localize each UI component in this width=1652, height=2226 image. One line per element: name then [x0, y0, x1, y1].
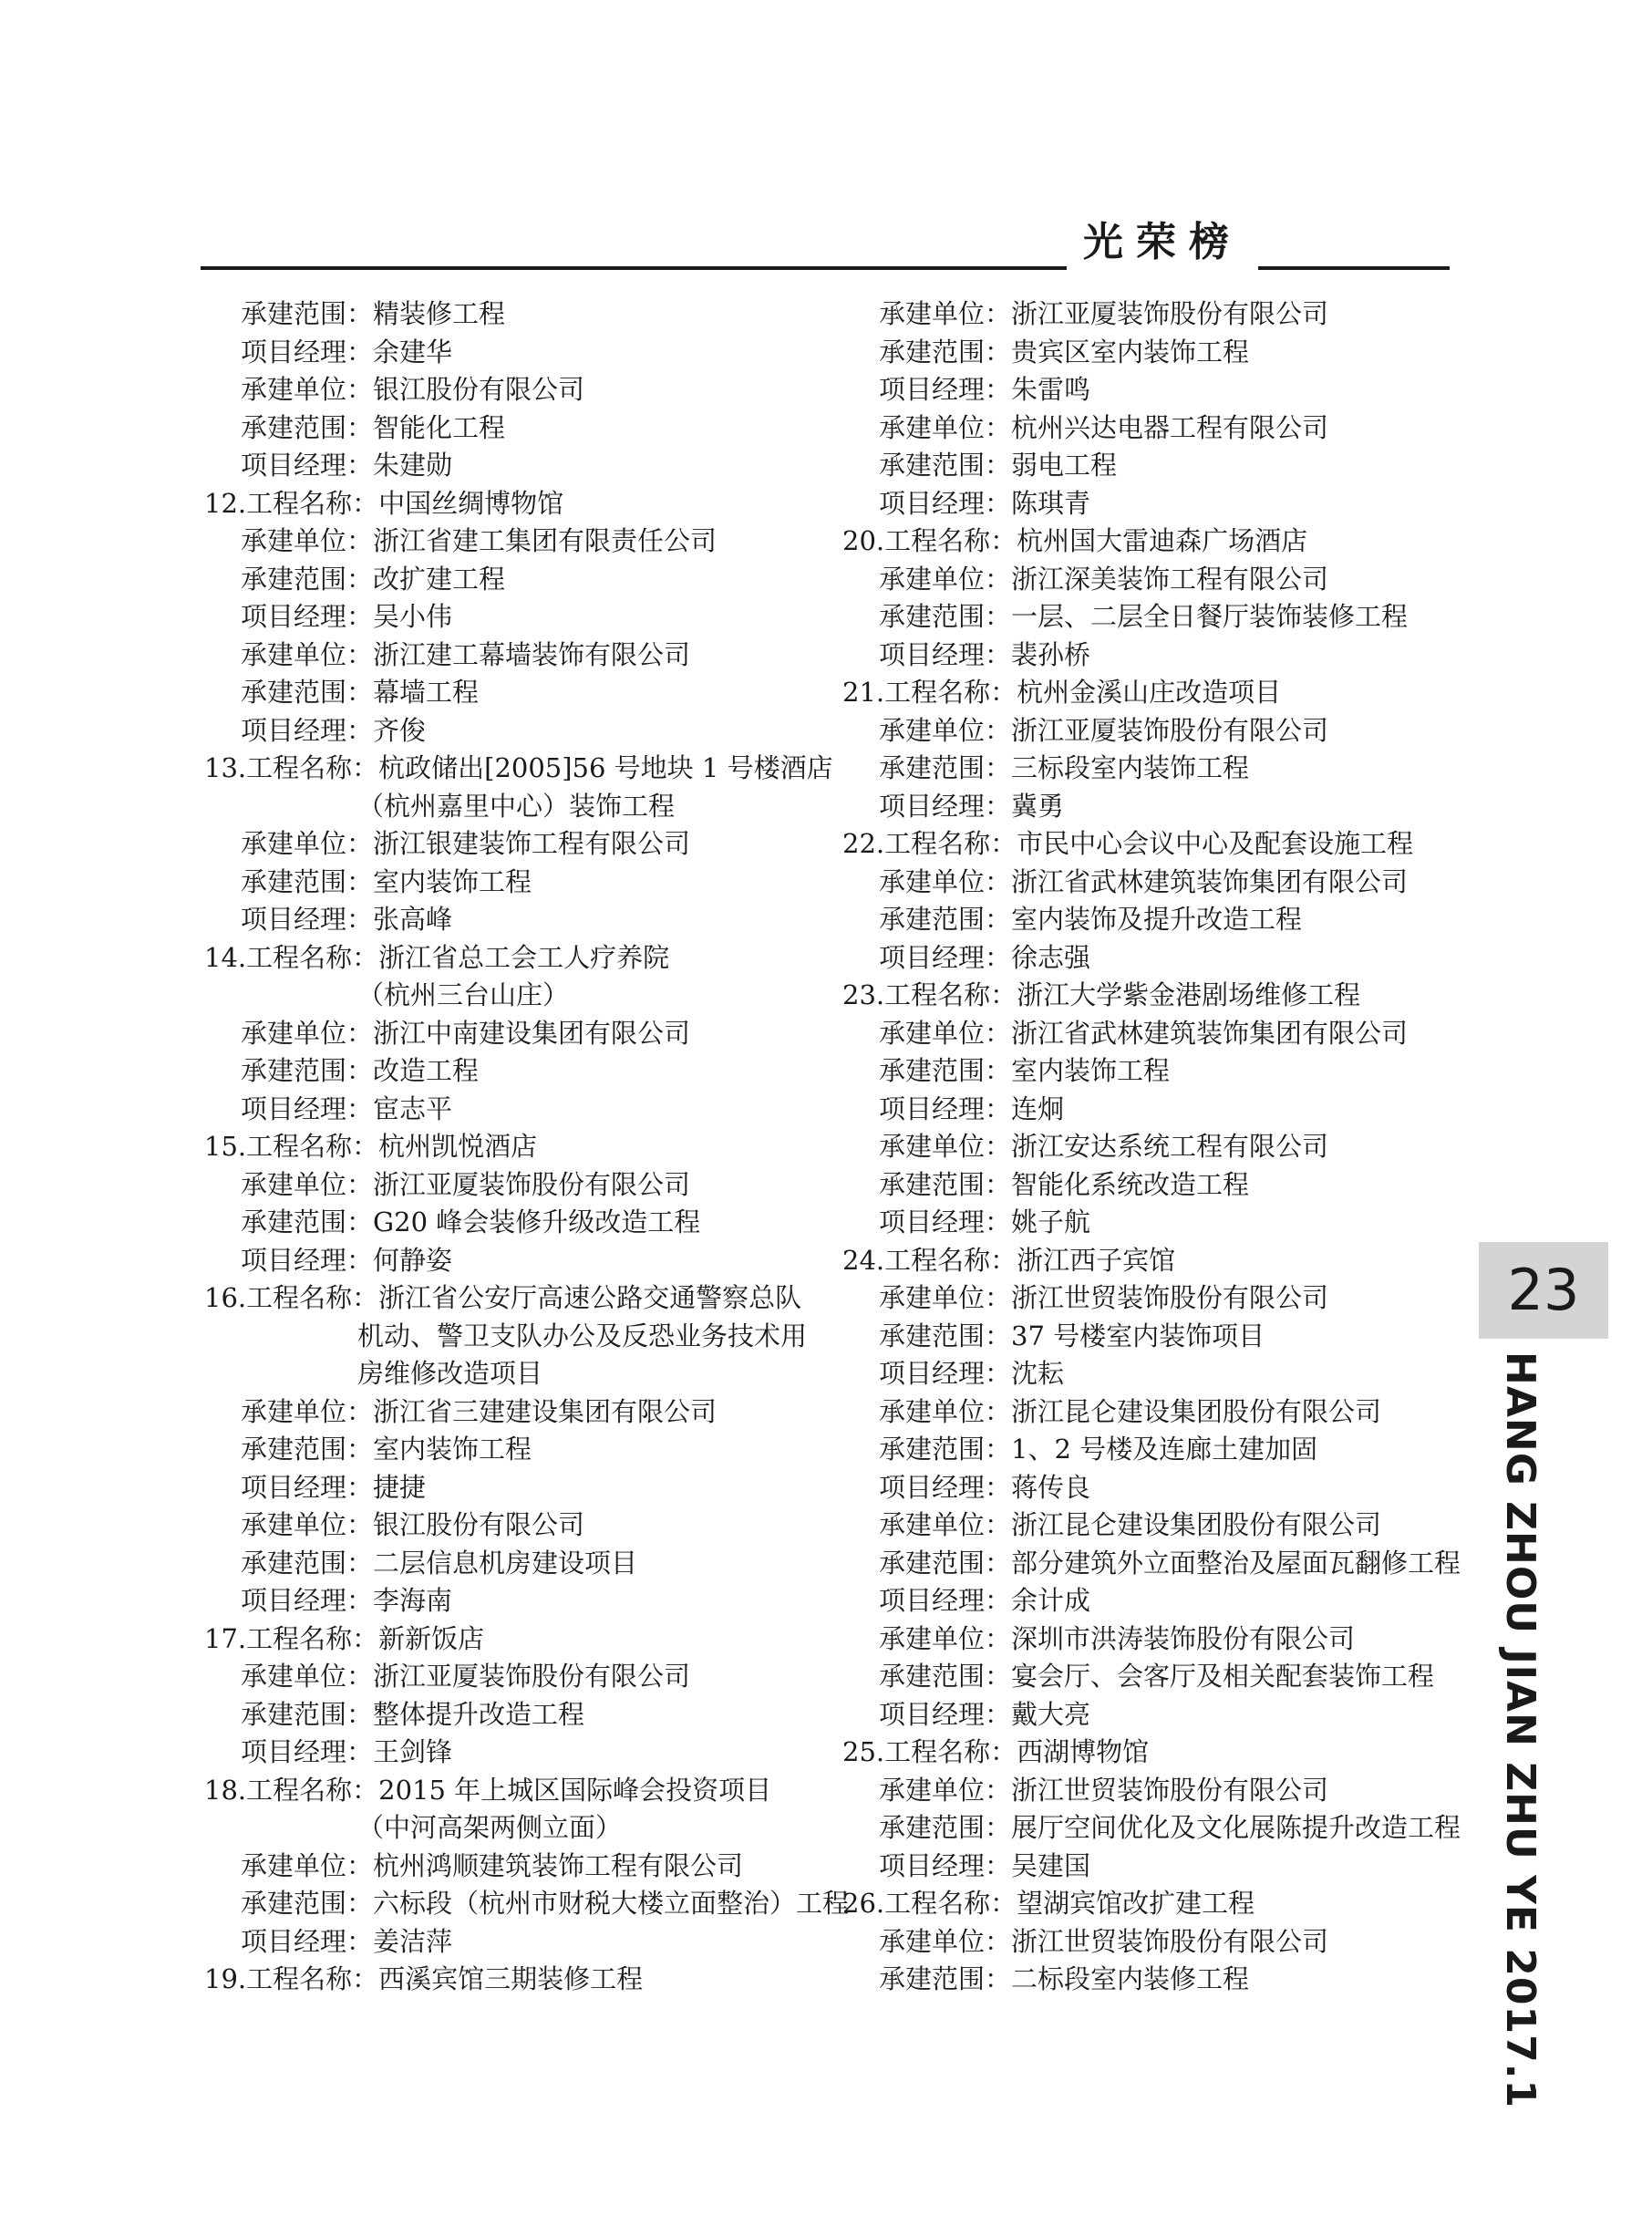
entry-line — [842, 561, 1462, 599]
entry-line — [842, 1166, 1462, 1205]
entry-label: 项目经理： — [241, 1092, 374, 1124]
entry-line — [842, 864, 1462, 902]
entry-value: 新新饭店 — [378, 1622, 485, 1654]
entry-label: 承建范围： — [879, 1963, 1012, 1994]
entry-line — [204, 523, 842, 561]
entry-line — [204, 901, 842, 939]
entry-line — [204, 674, 842, 712]
entry-label: 承建范围： — [879, 601, 1012, 632]
entry-value: 宦志平 — [373, 1092, 453, 1124]
entry-value: 37 号楼室内装饰项目 — [1011, 1320, 1265, 1351]
entry-value: 杭州兴达电器工程有限公司 — [1011, 411, 1329, 443]
entry-value: 浙江省建工集团有限责任公司 — [373, 525, 718, 556]
entry-value: 浙江安达系统工程有限公司 — [1011, 1131, 1329, 1162]
entry-line — [204, 1431, 842, 1469]
entry-label: 16.工程名称： — [204, 1282, 379, 1313]
entry-label: 承建范围： — [241, 563, 374, 595]
entry-label: 承建单位： — [241, 638, 374, 670]
entry-line — [842, 788, 1462, 826]
entry-value: 望湖宾馆改扩建工程 — [1017, 1888, 1255, 1919]
entry-line — [204, 1545, 842, 1583]
entry-label: 项目经理： — [879, 790, 1012, 822]
entry-value: 浙江世贸装饰股份有限公司 — [1011, 1282, 1329, 1313]
entry-value: 杭州鸿顺建筑装饰工程有限公司 — [373, 1849, 744, 1881]
entry-label: 承建单位： — [879, 563, 1012, 595]
entry-value: 朱建勋 — [373, 450, 453, 481]
entry-line — [204, 1658, 842, 1696]
entry-value: 姚子航 — [1011, 1206, 1091, 1237]
entry-line — [842, 901, 1462, 939]
entry-label: 25.工程名称： — [842, 1736, 1017, 1767]
entry-label: 承建范围： — [879, 1168, 1012, 1200]
entry-label: 承建单位： — [879, 1509, 1012, 1540]
entry-value: 蒋传良 — [1011, 1471, 1091, 1503]
entry-label: 承建范围： — [241, 1698, 374, 1730]
project-heading-line — [204, 1772, 842, 1810]
entry-line — [204, 1469, 842, 1507]
entry-label: 承建单位： — [241, 525, 374, 556]
entry-label: 承建范围： — [241, 1434, 374, 1465]
entry-label: 项目经理： — [879, 1358, 1012, 1389]
entry-label: 项目经理： — [241, 1244, 374, 1276]
entry-label: 承建单位： — [879, 1131, 1012, 1162]
entry-value: 2015 年上城区国际峰会投资项目 — [378, 1774, 772, 1806]
entry-value: G20 峰会装修升级改造工程 — [373, 1206, 701, 1237]
entry-value: 徐志强 — [1011, 941, 1091, 973]
entry-label: 项目经理： — [241, 336, 374, 368]
entry-value: 浙江中南建设集团有限公司 — [373, 1017, 691, 1049]
journal-caption: HANG ZHOU JIAN ZHU YE 2017.1 — [1497, 1351, 1544, 2109]
entry-label: 承建范围： — [241, 865, 374, 897]
entry-label: 14.工程名称： — [204, 941, 379, 973]
entry-value: 齐俊 — [373, 714, 427, 746]
entry-value: （中河高架两侧立面） — [357, 1812, 623, 1843]
entry-label: 承建范围： — [879, 1812, 1012, 1843]
entry-label: 承建单位： — [879, 865, 1012, 897]
entry-value: 浙江亚厦装饰股份有限公司 — [373, 1661, 691, 1692]
project-heading-line — [204, 1961, 842, 1999]
entry-line — [204, 1582, 842, 1620]
entry-line — [842, 1961, 1462, 1999]
entry-value: 银江股份有限公司 — [373, 374, 585, 405]
entry-label: 承建单位： — [879, 714, 1012, 746]
page-number-tab: 23 — [1479, 1242, 1608, 1339]
entry-value: 浙江省公安厅高速公路交通警察总队 — [378, 1282, 802, 1313]
entry-value: 二标段室内装修工程 — [1011, 1963, 1250, 1994]
entry-value: 吴小伟 — [373, 601, 453, 632]
project-heading-line — [204, 1128, 842, 1166]
entry-value: （杭州三台山庄） — [357, 979, 570, 1010]
entry-line — [204, 1204, 842, 1242]
entry-value: 朱雷鸣 — [1011, 374, 1091, 405]
entry-line — [842, 750, 1462, 788]
project-heading-line — [204, 1620, 842, 1659]
entry-value: 整体提升改造工程 — [373, 1698, 585, 1730]
entry-line — [204, 561, 842, 599]
entry-label: 项目经理： — [879, 1849, 1012, 1881]
entry-label: 承建范围： — [879, 1320, 1012, 1351]
entry-line — [842, 1848, 1462, 1886]
entry-value: 浙江大学紫金港剧场维修工程 — [1017, 979, 1361, 1010]
entry-label: 承建单位： — [241, 1661, 374, 1692]
entry-label: 承建范围： — [879, 904, 1012, 935]
header-rule-left — [201, 266, 1067, 270]
entry-label: 承建范围： — [879, 450, 1012, 481]
entry-line — [842, 1279, 1462, 1318]
entry-value: （杭州嘉里中心）装饰工程 — [357, 790, 676, 822]
entry-value: 冀勇 — [1011, 790, 1065, 822]
entry-label: 项目经理： — [879, 1585, 1012, 1616]
entry-value: 浙江世贸装饰股份有限公司 — [1011, 1925, 1329, 1957]
entry-line — [842, 1620, 1462, 1659]
entry-value: 沈耘 — [1011, 1358, 1065, 1389]
continuation-line — [204, 1318, 842, 1356]
entry-label: 项目经理： — [241, 904, 374, 935]
entry-label: 承建单位： — [241, 1509, 374, 1540]
entry-value: 宴会厅、会客厅及相关配套装饰工程 — [1011, 1661, 1435, 1692]
entry-label: 承建单位： — [241, 1395, 374, 1427]
entry-value: 浙江深美装饰工程有限公司 — [1011, 563, 1329, 595]
entry-line — [204, 825, 842, 864]
entry-line — [842, 1204, 1462, 1242]
entry-line — [204, 1015, 842, 1053]
entry-line — [204, 295, 842, 334]
entry-line — [204, 1885, 850, 1923]
entry-line — [842, 1923, 1462, 1962]
entry-line — [842, 1431, 1462, 1469]
entry-label: 承建范围： — [241, 1206, 374, 1237]
entry-line — [204, 1393, 842, 1432]
entry-label: 承建单位： — [879, 1282, 1012, 1313]
entry-label: 12.工程名称： — [204, 487, 379, 519]
project-heading-line — [204, 939, 842, 978]
left-column — [204, 295, 850, 1999]
entry-label: 项目经理： — [879, 1471, 1012, 1503]
entry-value: 浙江省三建建设集团有限公司 — [373, 1395, 718, 1427]
entry-label: 项目经理： — [241, 1736, 374, 1767]
entry-line — [204, 334, 842, 372]
entry-value: 展厅空间优化及文化展陈提升改造工程 — [1011, 1812, 1461, 1843]
entry-line — [842, 939, 1462, 978]
entry-value: 浙江银建装饰工程有限公司 — [373, 828, 691, 859]
entry-value: 房维修改造项目 — [357, 1358, 543, 1389]
entry-line — [204, 1734, 842, 1772]
entry-value: 市民中心会议中心及配套设施工程 — [1017, 828, 1414, 859]
entry-label: 承建范围： — [879, 1547, 1012, 1579]
entry-line — [204, 1052, 842, 1091]
project-heading-line — [842, 1885, 1462, 1923]
entry-line — [842, 637, 1462, 675]
entry-line — [842, 334, 1462, 372]
entry-label: 项目经理： — [879, 1206, 1012, 1237]
entry-label: 承建范围： — [241, 1547, 374, 1579]
entry-label: 23.工程名称： — [842, 979, 1017, 1010]
continuation-line — [204, 1809, 842, 1848]
entry-line — [842, 295, 1462, 334]
entry-value: 机动、警卫支队办公及反恐业务技术用 — [357, 1320, 808, 1351]
entry-value: 陈琪青 — [1011, 487, 1091, 519]
entry-value: 部分建筑外立面整治及屋面瓦翻修工程 — [1011, 1547, 1461, 1579]
entry-value: 捷捷 — [373, 1471, 427, 1503]
entry-label: 18.工程名称： — [204, 1774, 379, 1806]
entry-value: 室内装饰工程 — [373, 1434, 532, 1465]
entry-line — [204, 1242, 842, 1280]
entry-line — [842, 1393, 1462, 1432]
entry-value: 中国丝绸博物馆 — [378, 487, 564, 519]
entry-line — [842, 1091, 1462, 1129]
entry-label: 承建单位： — [879, 1774, 1012, 1806]
entry-value: 深圳市洪涛装饰股份有限公司 — [1011, 1622, 1356, 1654]
entry-label: 项目经理： — [879, 374, 1012, 405]
project-heading-line — [204, 1279, 842, 1318]
entry-label: 承建单位： — [241, 1849, 374, 1881]
entry-label: 项目经理： — [241, 601, 374, 632]
entry-line — [204, 1506, 842, 1545]
entry-label: 20.工程名称： — [842, 525, 1017, 556]
entry-label: 承建范围： — [879, 1661, 1012, 1692]
entry-line — [842, 1506, 1462, 1545]
entry-value: 余计成 — [1011, 1585, 1091, 1616]
entry-line — [842, 485, 1462, 523]
entry-label: 项目经理： — [879, 941, 1012, 973]
entry-line — [842, 1809, 1462, 1848]
entry-label: 承建范围： — [879, 1055, 1012, 1086]
continuation-line — [204, 1355, 842, 1393]
entry-line — [204, 598, 842, 637]
entry-label: 承建范围： — [879, 336, 1012, 368]
entry-line — [842, 1582, 1462, 1620]
entry-value: 何静姿 — [373, 1244, 453, 1276]
entry-value: 改扩建工程 — [373, 563, 506, 595]
entry-line — [842, 1545, 1462, 1583]
entry-line — [204, 864, 842, 902]
entry-value: 张高峰 — [373, 904, 453, 935]
entry-line — [842, 1772, 1462, 1810]
entry-value: 西湖博物馆 — [1017, 1736, 1150, 1767]
entry-label: 承建范围： — [241, 411, 374, 443]
continuation-line — [204, 977, 842, 1015]
entry-label: 项目经理： — [241, 714, 374, 746]
entry-label: 项目经理： — [241, 1925, 374, 1957]
entry-value: 浙江西子宾馆 — [1017, 1244, 1176, 1276]
header-rule-right — [1258, 266, 1450, 270]
entry-value: 室内装饰及提升改造工程 — [1011, 904, 1303, 935]
entry-value: 一层、二层全日餐厅装饰装修工程 — [1011, 601, 1409, 632]
entry-value: 三标段室内装饰工程 — [1011, 752, 1250, 783]
entry-label: 承建单位： — [879, 1017, 1012, 1049]
entry-label: 项目经理： — [879, 487, 1012, 519]
entry-label: 承建范围： — [241, 1055, 374, 1086]
project-heading-line — [842, 1242, 1462, 1280]
entry-value: 余建华 — [373, 336, 453, 368]
entry-label: 承建单位： — [241, 1168, 374, 1200]
entry-label: 承建范围： — [879, 752, 1012, 783]
entry-line — [204, 447, 842, 485]
entry-label: 承建单位： — [241, 828, 374, 859]
project-heading-line — [842, 674, 1462, 712]
entry-line — [204, 1696, 842, 1734]
entry-label: 24.工程名称： — [842, 1244, 1017, 1276]
entry-value: 弱电工程 — [1011, 450, 1118, 481]
entry-value: 浙江建工幕墙装饰有限公司 — [373, 638, 691, 670]
entry-line — [842, 1318, 1462, 1356]
entry-label: 19.工程名称： — [204, 1963, 379, 1994]
entry-value: 银江股份有限公司 — [373, 1509, 585, 1540]
entry-value: 改造工程 — [373, 1055, 480, 1086]
entry-value: 幕墙工程 — [373, 677, 480, 708]
entry-value: 室内装饰工程 — [373, 865, 532, 897]
entry-line — [842, 1469, 1462, 1507]
project-heading-line — [842, 523, 1462, 561]
project-heading-line — [842, 1734, 1462, 1772]
entry-value: 浙江昆仑建设集团股份有限公司 — [1011, 1395, 1382, 1427]
entry-value: 戴大亮 — [1011, 1698, 1091, 1730]
entry-label: 13.工程名称： — [204, 752, 379, 783]
entry-value: 室内装饰工程 — [1011, 1055, 1171, 1086]
entry-value: 吴建国 — [1011, 1849, 1091, 1881]
entry-line — [842, 1052, 1462, 1091]
entry-value: 杭政储出[2005]56 号地块 1 号楼酒店 — [378, 752, 833, 783]
entry-value: 杭州凯悦酒店 — [378, 1131, 538, 1162]
project-heading-line — [204, 485, 842, 523]
entry-label: 项目经理： — [241, 1585, 374, 1616]
entry-value: 智能化工程 — [373, 411, 506, 443]
entry-line — [204, 1166, 842, 1205]
entry-line — [842, 371, 1462, 409]
entry-label: 项目经理： — [241, 1471, 374, 1503]
entry-value: 裴孙桥 — [1011, 638, 1091, 670]
entry-value: 二层信息机房建设项目 — [373, 1547, 638, 1579]
entry-value: 浙江亚厦装饰股份有限公司 — [1011, 714, 1329, 746]
continuation-line — [204, 788, 842, 826]
entry-label: 承建单位： — [879, 411, 1012, 443]
entry-value: 浙江省武林建筑装饰集团有限公司 — [1011, 865, 1409, 897]
project-heading-line — [842, 825, 1462, 864]
entry-line — [842, 409, 1462, 448]
entry-label: 承建单位： — [879, 1395, 1012, 1427]
entry-value: 杭州国大雷迪森广场酒店 — [1017, 525, 1308, 556]
entry-label: 项目经理： — [879, 1698, 1012, 1730]
entry-value: 智能化系统改造工程 — [1011, 1168, 1250, 1200]
right-column — [842, 295, 1462, 1999]
project-heading-line — [842, 977, 1462, 1015]
entry-label: 17.工程名称： — [204, 1622, 379, 1654]
entry-label: 承建单位： — [241, 374, 374, 405]
entry-label: 15.工程名称： — [204, 1131, 379, 1162]
entry-line — [204, 637, 842, 675]
entry-value: 李海南 — [373, 1585, 453, 1616]
entry-value: 1、2 号楼及连廊土建加固 — [1011, 1434, 1318, 1465]
entry-line — [842, 1128, 1462, 1166]
entry-label: 承建范围： — [241, 1888, 374, 1919]
entry-value: 杭州金溪山庄改造项目 — [1017, 677, 1282, 708]
entry-label: 承建单位： — [241, 1017, 374, 1049]
entry-line — [204, 1848, 842, 1886]
entry-label: 22.工程名称： — [842, 828, 1017, 859]
entry-value: 王剑锋 — [373, 1736, 453, 1767]
entry-label: 承建范围： — [241, 677, 374, 708]
entry-value: 六标段（杭州市财税大楼立面整治）工程 — [373, 1888, 850, 1919]
entry-line — [842, 1658, 1462, 1696]
entry-value: 贵宾区室内装饰工程 — [1011, 336, 1250, 368]
entry-value: 姜洁萍 — [373, 1925, 453, 1957]
entry-line — [204, 712, 842, 751]
entry-line — [842, 447, 1462, 485]
entry-value: 浙江亚厦装饰股份有限公司 — [1011, 298, 1329, 329]
entry-line — [842, 1696, 1462, 1734]
entry-line — [204, 371, 842, 409]
entry-line — [842, 1355, 1462, 1393]
entry-value: 浙江省武林建筑装饰集团有限公司 — [1011, 1017, 1409, 1049]
entry-label: 21.工程名称： — [842, 677, 1017, 708]
entry-label: 承建范围： — [879, 1434, 1012, 1465]
entry-value: 浙江省总工会工人疗养院 — [378, 941, 670, 973]
entry-value: 精装修工程 — [373, 298, 506, 329]
entry-value: 浙江世贸装饰股份有限公司 — [1011, 1774, 1329, 1806]
entry-line — [204, 1091, 842, 1129]
entry-label: 承建单位： — [879, 298, 1012, 329]
entry-label: 项目经理： — [879, 638, 1012, 670]
project-heading-line — [204, 750, 842, 788]
section-title: 光荣榜 — [1083, 219, 1242, 265]
entry-value: 浙江昆仑建设集团股份有限公司 — [1011, 1509, 1382, 1540]
entry-line — [842, 1015, 1462, 1053]
entry-line — [842, 712, 1462, 751]
entry-line — [204, 409, 842, 448]
entry-label: 项目经理： — [241, 450, 374, 481]
entry-label: 承建单位： — [879, 1622, 1012, 1654]
entry-label: 承建范围： — [241, 298, 374, 329]
entry-value: 西溪宾馆三期装修工程 — [378, 1963, 644, 1994]
entry-line — [842, 598, 1462, 637]
entry-value: 连炯 — [1011, 1092, 1065, 1124]
entry-label: 承建单位： — [879, 1925, 1012, 1957]
entry-line — [204, 1923, 842, 1962]
entry-value: 浙江亚厦装饰股份有限公司 — [373, 1168, 691, 1200]
entry-label: 项目经理： — [879, 1092, 1012, 1124]
entry-label: 26.工程名称： — [842, 1888, 1017, 1919]
